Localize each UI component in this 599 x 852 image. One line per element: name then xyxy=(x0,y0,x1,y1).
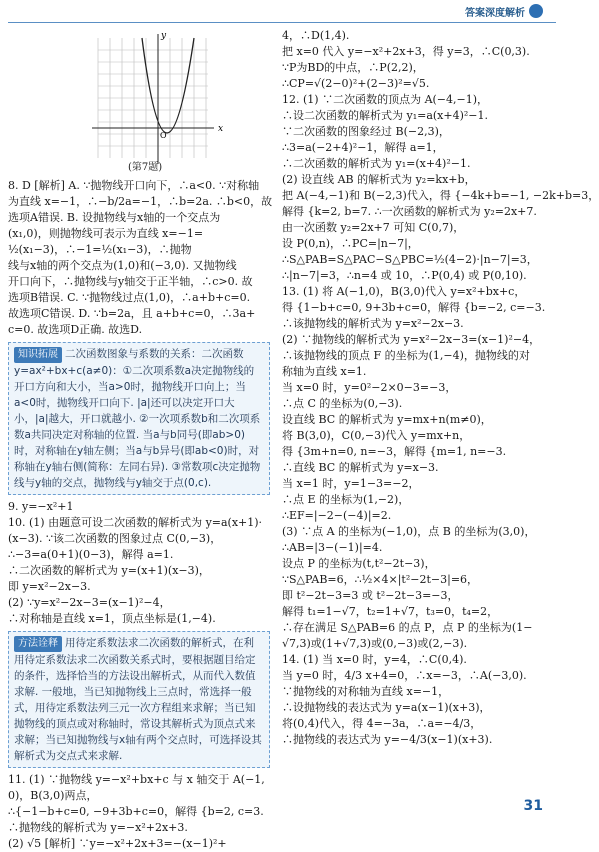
text-line: ∴该抛物线的解析式为 y=x²−2x−3. xyxy=(282,317,464,330)
text-line: 当 y=0 时，4/3 x+4=0，∴x=−3，∴A(−3,0). xyxy=(282,669,527,682)
method-text: 用待定系数法求二次函数的解析式，在利用待定系数法求二次函数关系式时，要根据题目给定的条件，选择恰当的方法设出解析式，从而代入数值求解. 一般地，当已知抛物线上三点时，常选择一般式，用待定系数法列三元一次方程组来求解；当已知抛物线的顶点或对称轴时，常设其解析式为顶点式来求解；当已知抛物线与x轴有两个交点时，可选择设其解析式为交点式来求解. xyxy=(14,637,262,762)
method-tag: 方法诠释 xyxy=(14,636,62,652)
q9-q10-solution xyxy=(8,499,270,627)
axis-x-label: x xyxy=(218,124,224,134)
method-box xyxy=(8,631,270,768)
text-line: 线与x轴的两个交点为(1,0)和(−3,0). 又抛物线 xyxy=(8,259,237,272)
text-line: (3) ∵点 A 的坐标为(−1,0)，点 B 的坐标为(3,0)， xyxy=(282,525,536,538)
text-line: 设直线 BC 的解析式为 y=mx+n(m≠0)， xyxy=(282,413,492,426)
text-line: ∴CP=√(2−0)²+(2−3)²=√5. xyxy=(282,77,430,90)
text-line: ∴设抛物线的表达式为 y=a(x−1)(x+3)， xyxy=(282,701,491,714)
parabola-curve xyxy=(142,38,194,133)
text-line: 11. (1) ∵抛物线 y=−x²+bx+c 与 x 轴交于 A(−1, xyxy=(8,773,265,786)
text-line: 8. D [解析] A. ∵抛物线开口向下，∴a<0. ∵对称轴 xyxy=(8,179,260,192)
text-line: 开口向下，∴抛物线与y轴交于正半轴，∴c>0. 故 xyxy=(8,275,253,288)
text-line: 0)，B(3,0)两点， xyxy=(8,789,98,802)
page-number: 31 xyxy=(523,798,543,814)
text-line: (2) ∵y=x²−2x−3=(x−1)²−4， xyxy=(8,596,171,609)
text-line: ∴对称轴是直线 x=1，顶点坐标是(1,−4). xyxy=(8,612,216,625)
text-line: 将(0,4)代入，得 4=−3a，∴a=−4/3， xyxy=(282,717,482,730)
text-line: ∴二次函数的解析式为 y₁=(x+4)²−1. xyxy=(282,157,471,170)
text-line: 13. (1) 将 A(−1,0)，B(3,0)代入 y=x²+bx+c， xyxy=(282,285,526,298)
text-line: (x−3). ∵该二次函数的图象过点 C(0,−3)， xyxy=(8,532,222,545)
text-line: 故选项C错误. D. ∵b=2a，且 a+b+c=0，∴3a+ xyxy=(8,307,256,320)
text-line: ∴二次函数的解析式为 y=(x+1)(x−3)， xyxy=(8,564,210,577)
text-line: ∴该抛物线的顶点 F 的坐标为(1,−4)，抛物线的对 xyxy=(282,349,530,362)
text-line: ∵二次函数的图象经过 B(−2,3)， xyxy=(282,125,450,138)
text-line: 把 A(−4,−1)和 B(−2,3)代入，得 {−4k+b=−1, −2k+b=3， xyxy=(282,189,599,202)
text-line: (x₁,0)，则抛物线可表示为直线 x=−1= xyxy=(8,227,204,240)
origin-label: O xyxy=(160,131,167,140)
header-title: 答案深度解析 xyxy=(465,8,525,19)
knowledge-tag: 知识拓展 xyxy=(14,347,62,363)
text-line: 解得 {k=2, b=7. ∴一次函数的解析式为 y₂=2x+7. xyxy=(282,205,537,218)
text-line: √7,3)或(1+√7,3)或(0,−3)或(2,−3). xyxy=(282,637,468,650)
q11-solution xyxy=(8,772,270,852)
knowledge-box xyxy=(8,342,270,495)
text-line: 称轴为直线 x=1. xyxy=(282,365,367,378)
text-line: 选项A错误. B. 设抛物线与x轴的一个交点为 xyxy=(8,211,221,224)
parabola-graph xyxy=(8,28,270,178)
text-line: ∴设二次函数的解析式为 y₁=a(x+4)²−1. xyxy=(282,109,489,122)
header-rule xyxy=(8,22,556,23)
text-line: 当 x=0 时，y=0²−2×0−3=−3， xyxy=(282,381,457,394)
text-line: 10. (1) 由题意可设二次函数的解析式为 y=a(x+1)· xyxy=(8,516,263,529)
text-line: 当 x=1 时，y=1−3=−2， xyxy=(282,477,420,490)
left-column xyxy=(8,28,273,852)
axis-y-label: y xyxy=(161,31,167,41)
text-line: ∵P为BD的中点，∴P(2,2)， xyxy=(282,61,424,74)
text-line: 由一次函数 y₂=2x+7 可知 C(0,7)， xyxy=(282,221,465,234)
text-line: ∴|n−7|=3，∴n=4 或 10，∴P(0,4) 或 P(0,10). xyxy=(282,269,527,282)
text-line: (2) ∵抛物线的解析式为 y=x²−2x−3=(x−1)²−4， xyxy=(282,333,541,346)
text-line: ∴−3=a(0+1)(0−3)，解得 a=1. xyxy=(8,548,174,561)
text-line: ∴抛物线的解析式为 y=−x²+2x+3. xyxy=(8,821,188,834)
text-line: 即 y=x²−2x−3. xyxy=(8,580,91,593)
text-line: ∴直线 BC 的解析式为 y=x−3. xyxy=(282,461,439,474)
text-line: ∴{−1−b+c=0, −9+3b+c=0，解得 {b=2, c=3. xyxy=(8,805,264,818)
text-line: 把 x=0 代入 y=−x²+2x+3，得 y=3，∴C(0,3). xyxy=(282,45,530,58)
text-line: 9. y=−x²+1 xyxy=(8,500,74,513)
knowledge-text: 二次函数图象与系数的关系：二次函数 y=ax²+bx+c(a≠0)：①二次项系数a决定抛物线的开口方向和大小，当a>0时，抛物线开口向上；当a<0时，抛物线开口向下. |a|还可以决定开口大小，|a|越大，开口就越小. ②一次项系数b和二次项系数a共同决定对称轴的位置. 当a与b同号(即ab>0)时，对称轴在y轴左侧；当a与b异号(即ab<0)时，对称轴在y轴右侧(简称：左同右异). ③常数项c决定抛物线与y轴的交点，抛物线与y轴交于点(0,c). xyxy=(14,348,261,489)
text-line: ∴3=a(−2+4)²−1，解得 a=1， xyxy=(282,141,444,154)
header-logo-icon xyxy=(529,4,543,18)
text-line: ∴点 E 的坐标为(1,−2)， xyxy=(282,493,410,506)
text-line: 为直线 x=−1，∴−b/2a=−1，∴b=2a. ∴b<0，故 xyxy=(8,195,273,208)
text-line: (2) √5 [解析] ∵y=−x²+2x+3=−(x−1)²+ xyxy=(8,837,227,850)
text-line: (2) 设直线 AB 的解析式为 y₂=kx+b， xyxy=(282,173,476,186)
q8-solution xyxy=(8,178,273,338)
text-line: 得 {3m+n=0, n=−3，解得 {m=1, n=−3. xyxy=(282,445,507,458)
text-line: 即 t²−2t−3=3 或 t²−2t−3=−3， xyxy=(282,589,459,602)
text-line: c=0. 故选项D正确. 故选D. xyxy=(8,323,143,336)
text-line: ∴存在满足 S△PAB=6 的点 P，点 P 的坐标为(1− xyxy=(282,621,533,634)
right-column xyxy=(282,28,599,748)
text-line: ∵S△PAB=6，∴½×4×|t²−2t−3|=6， xyxy=(282,573,479,586)
text-line: 得 {1−b+c=0, 9+3b+c=0，解得 {b=−2, c=−3. xyxy=(282,301,546,314)
text-line: ∴AB=|3−(−1)|=4. xyxy=(282,541,383,554)
figure-caption: (第7题) xyxy=(128,162,163,173)
text-line: 将 B(3,0)，C(0,−3)代入 y=mx+n， xyxy=(282,429,471,442)
text-line: 选项B错误. C. ∵抛物线过点(1,0)，∴a+b+c=0. xyxy=(8,291,251,304)
text-line: ∴点 C 的坐标为(0,−3). xyxy=(282,397,403,410)
parabola-figure xyxy=(8,28,270,178)
text-line: ∴S△PAB=S△PAC−S△PBC=½(4−2)·|n−7|=3， xyxy=(282,253,538,266)
text-line: 设点 P 的坐标为(t,t²−2t−3)， xyxy=(282,557,436,570)
text-line: 设 P(0,n)，∴PC=|n−7|， xyxy=(282,237,419,250)
text-line: ∴EF=|−2−(−4)|=2. xyxy=(282,509,392,522)
text-line: ∵抛物线的对称轴为直线 x=−1， xyxy=(282,685,450,698)
text-line: 解得 t₁=1−√7，t₂=1+√7，t₃=0，t₄=2， xyxy=(282,605,499,618)
text-line: ½(x₁−3)，∴−1=½(x₁−3)，∴抛物 xyxy=(8,243,192,256)
text-line: 14. (1) 当 x=0 时，y=4，∴C(0,4). xyxy=(282,653,467,666)
text-line: 4，∴D(1,4). xyxy=(282,29,350,42)
text-line: 12. (1) ∵二次函数的顶点为 A(−4,−1)， xyxy=(282,93,489,106)
text-line: ∴抛物线的表达式为 y=−4/3(x−1)(x+3). xyxy=(282,733,493,746)
